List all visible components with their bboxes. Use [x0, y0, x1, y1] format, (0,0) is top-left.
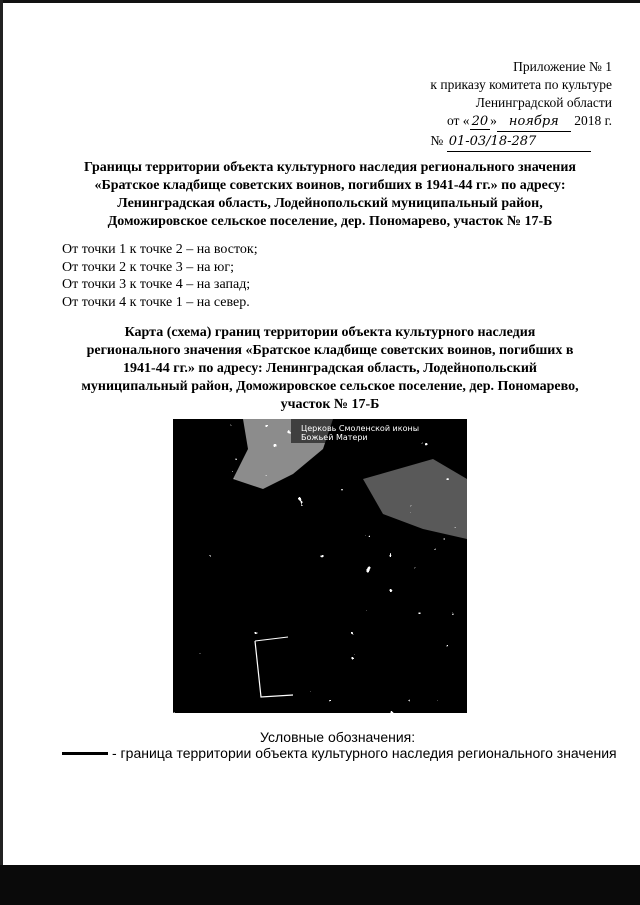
appendix-order-ref: к приказу комитета по культуре	[430, 77, 612, 92]
heading-line-2: «Братское кладбище советских воинов, погибших в 1941-44 гг.» по адресу:	[94, 178, 566, 193]
number-value: 01-03/18-287	[447, 133, 591, 152]
legend-item	[62, 745, 617, 761]
appendix-number	[430, 132, 612, 152]
date-year: 2018 г.	[574, 113, 612, 128]
date-mid: »	[490, 113, 497, 128]
boundary-line-symbol	[62, 752, 108, 755]
direction-item: От точки 4 к точке 1 – на север.	[62, 294, 250, 310]
scan-edge-left	[0, 0, 3, 905]
map-heading-line-5: участок № 17-Б	[280, 397, 380, 412]
map-heading-line-2: регионального значения «Братское кладбище советских воинов, погибших в	[86, 343, 574, 358]
number-prefix: №	[430, 133, 444, 148]
map-heading-line-4: муниципальный район, Доможировское сельское поселение, дер. Пономарево,	[81, 379, 579, 394]
appendix-region: Ленинградской области	[475, 95, 612, 110]
direction-item: От точки 3 к точке 4 – на запад;	[62, 277, 251, 292]
heading-line-4: Доможировское сельское поселение, дер. Пономарево, участок № 17-Б	[107, 214, 553, 229]
legend-item-label: - граница территории объекта культурного наследия регионального значения	[112, 745, 617, 761]
appendix-date	[430, 112, 612, 132]
appendix-block	[430, 58, 612, 152]
directions-list	[62, 241, 258, 311]
heading-line-1: Границы территории объекта культурного наследия регионального значения	[83, 160, 576, 175]
satellite-map	[173, 419, 467, 713]
map-heading-line-1: Карта (схема) границ территории объекта культурного наследия	[124, 325, 536, 340]
appendix-title: Приложение № 1	[513, 59, 612, 74]
church-label-2: Божьей Матери	[301, 433, 368, 442]
date-day: 20	[471, 114, 489, 129]
direction-item: От точки 2 к точке 3 – на юг;	[62, 259, 235, 275]
direction-item: От точки 1 к точке 2 – на восток;	[62, 242, 258, 257]
map-heading	[40, 324, 620, 414]
document-heading	[40, 159, 620, 231]
scan-edge-bottom	[0, 865, 640, 905]
map-heading-line-3: 1941-44 гг.» по адресу: Ленинградская область, Лодейнопольский	[123, 361, 537, 376]
legend-title: Условные обозначения:	[260, 729, 416, 745]
scan-edge-top	[0, 0, 640, 3]
church-label: Церковь Смоленской иконы	[301, 424, 420, 433]
heading-line-3: Ленинградская область, Лодейнопольский муниципальный район,	[117, 196, 543, 211]
date-prefix: от «	[446, 113, 470, 128]
date-month: ноября	[497, 113, 571, 132]
